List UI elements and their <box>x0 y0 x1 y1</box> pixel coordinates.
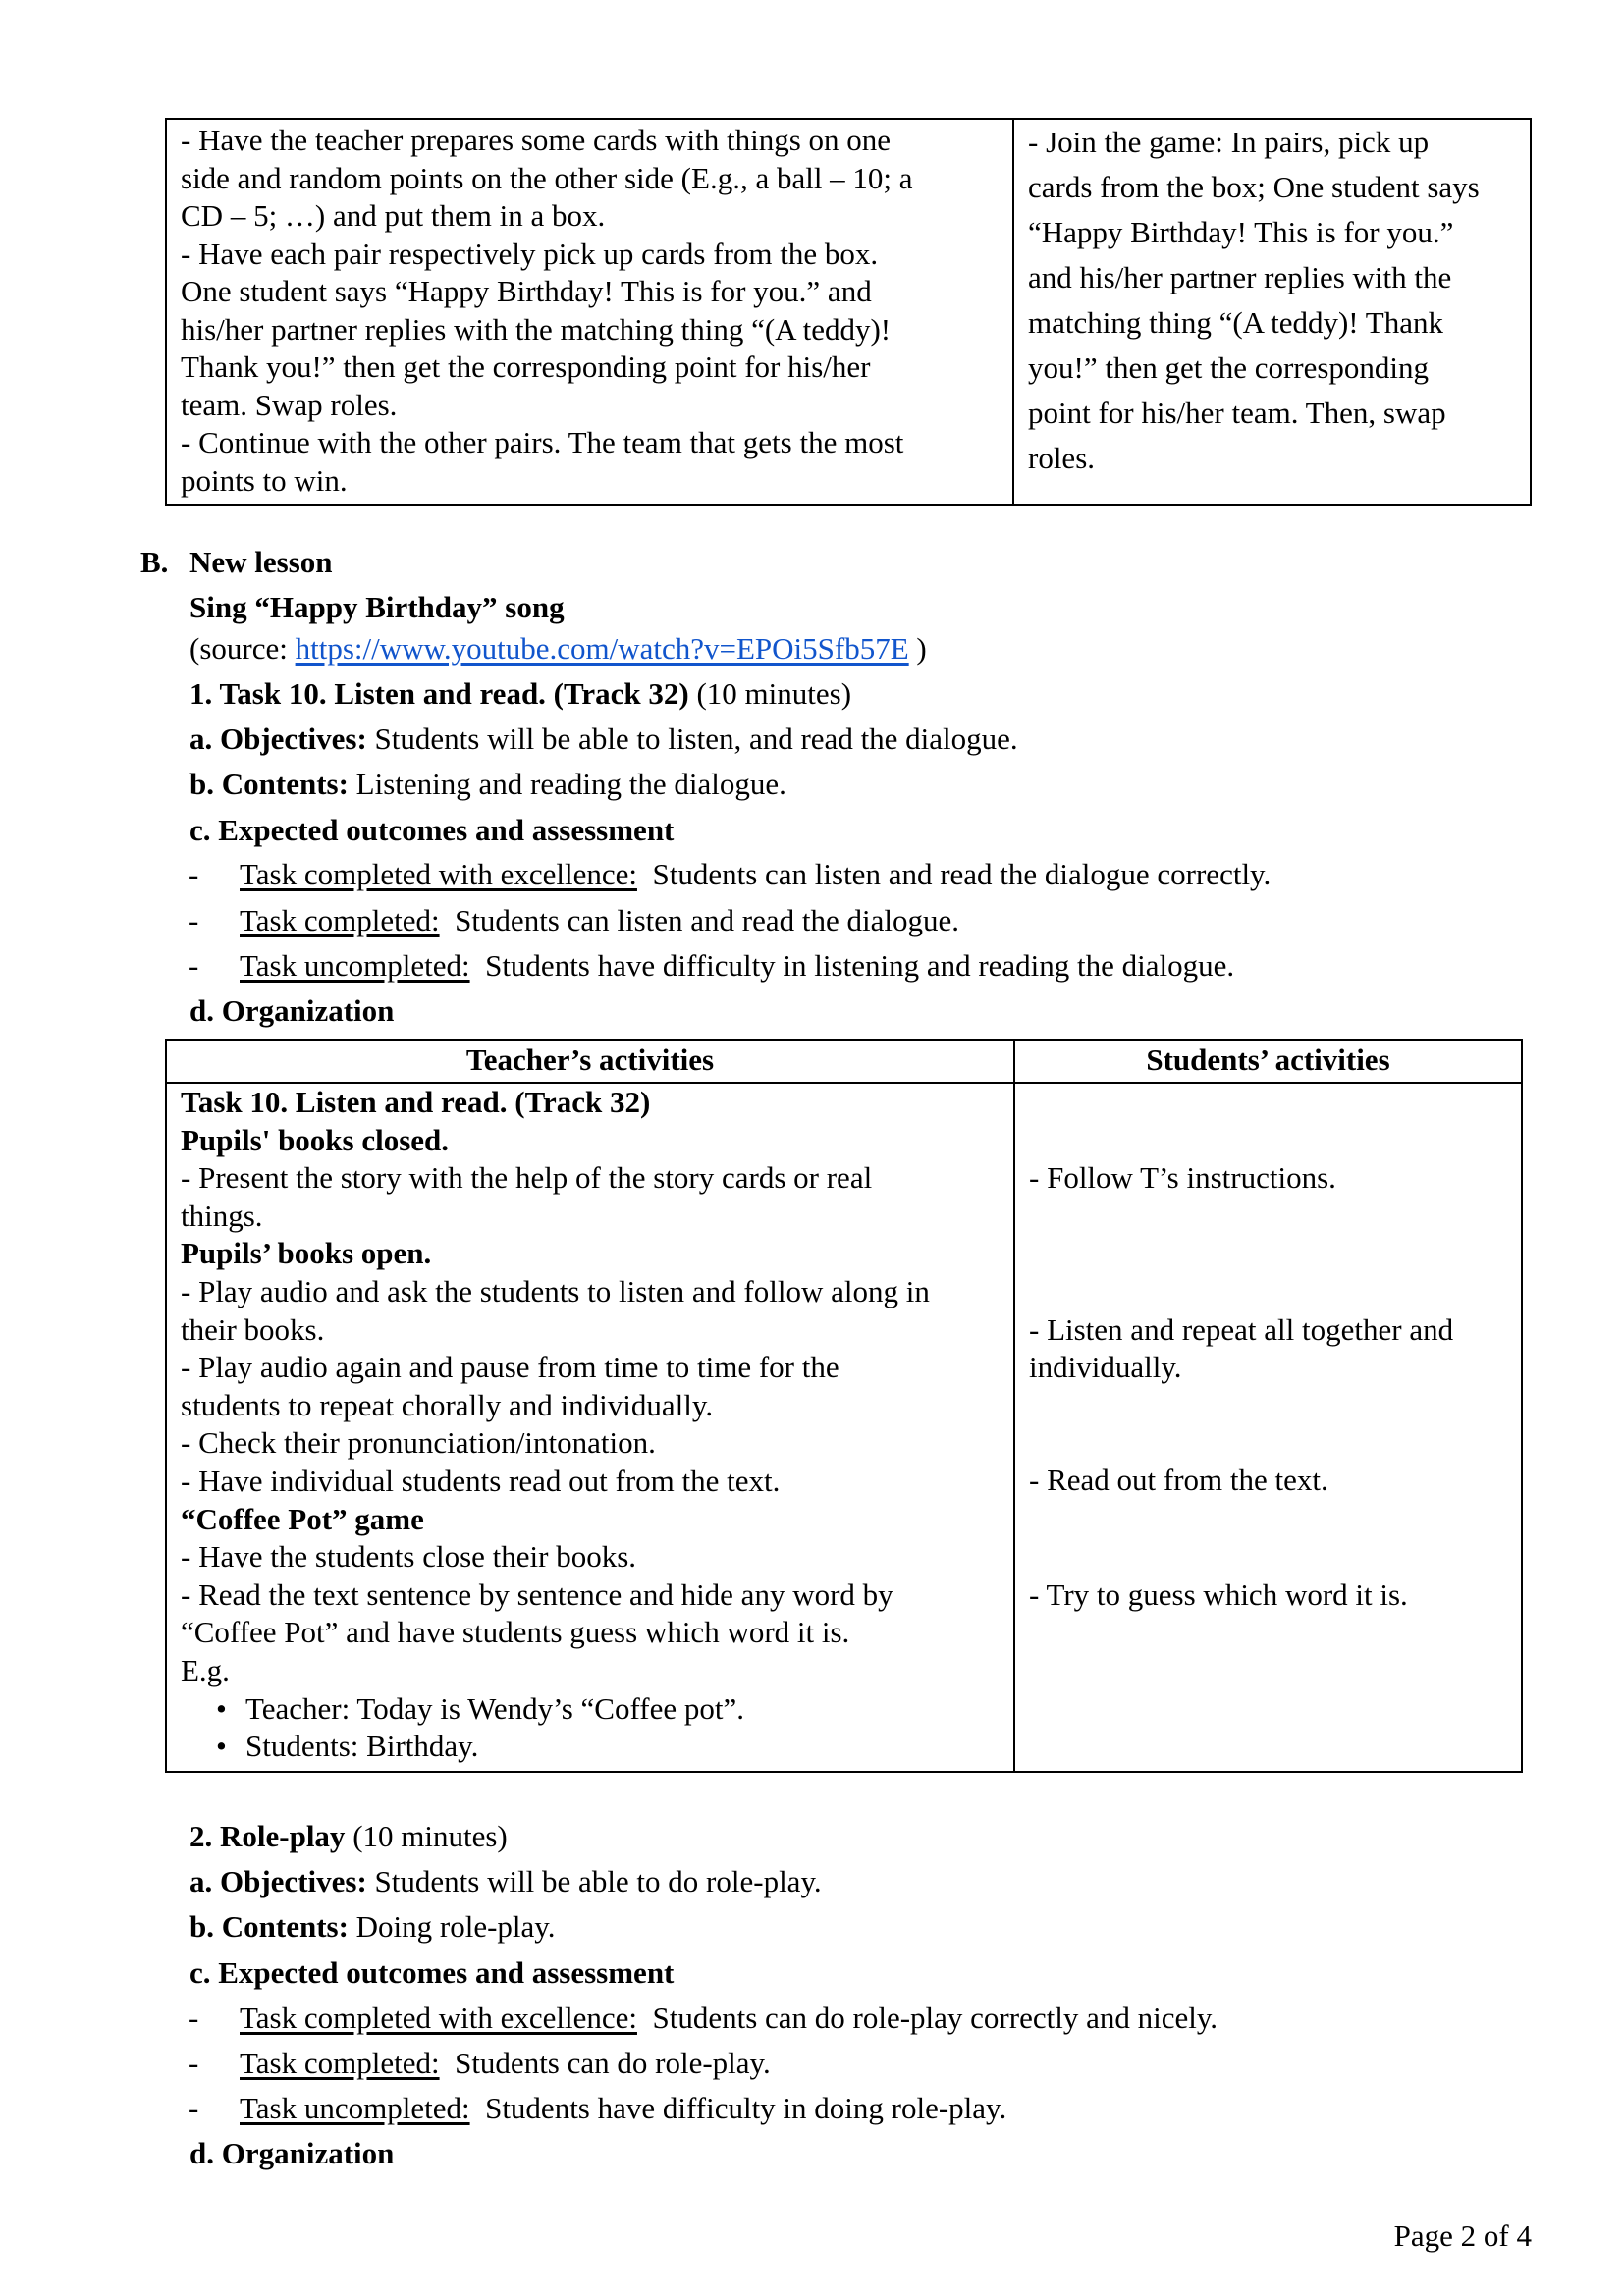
text-line: Task 10. Listen and read. (Track 32) <box>181 1085 651 1119</box>
organization-table <box>165 1039 1523 1773</box>
text-line: roles. <box>1028 441 1096 475</box>
teacher-activities-cell <box>166 1083 1014 1772</box>
outcome-completed <box>240 903 959 938</box>
source-suffix: ) <box>908 631 927 666</box>
outcome-completed <box>240 2046 771 2081</box>
text-line: point for his/her team. Then, swap <box>1028 396 1446 430</box>
outcome-label: Task completed: <box>240 903 440 937</box>
outcome-text: Students can listen and read the dialogue. <box>439 903 960 937</box>
contents-label: b. Contents: <box>189 1909 349 1944</box>
contents-text: Listening and reading the dialogue. <box>348 767 786 801</box>
outcome-text: Students can listen and read the dialogue correctly. <box>636 857 1272 891</box>
page-number: Page 2 of 4 <box>1393 2218 1532 2253</box>
section-letter: B. <box>140 545 169 579</box>
activity-table-continued <box>165 118 1532 506</box>
text-line: - Play audio and ask the students to listen and follow along in <box>181 1273 930 1308</box>
outcome-label: Task completed with excellence: <box>240 2001 637 2035</box>
list-dash: - <box>189 2001 199 2035</box>
task10-heading <box>189 676 851 712</box>
outcome-text: Students can do role-play. <box>439 2046 771 2080</box>
example-bullet: • Teacher: Today is Wendy’s “Coffee pot”. <box>245 1690 1003 1729</box>
text-line: - Have each pair respectively pick up cards from the box. <box>181 236 879 271</box>
list-dash: - <box>189 903 199 937</box>
outcome-text: Students can do role-play correctly and nicely. <box>636 2001 1218 2035</box>
text-line: team. Swap roles. <box>181 387 398 422</box>
text-line: “Coffee Pot” game <box>181 1501 424 1536</box>
song-title: Sing “Happy Birthday” song <box>189 590 565 624</box>
text-line: side and random points on the other side (E.g., a ball – 10; a <box>181 160 913 195</box>
outcome-label: Task uncompleted: <box>240 948 470 983</box>
text-line: - Have individual students read out from the text. <box>181 1463 781 1498</box>
outcome-label: Task completed with excellence: <box>240 857 637 891</box>
student-activity: - Listen and repeat all together and <box>1029 1312 1454 1347</box>
teacher-activities-header: Teacher’s activities <box>166 1040 1014 1083</box>
contents-text: Doing role-play. <box>348 1909 556 1944</box>
contents-label: b. Contents: <box>189 767 349 801</box>
text-line: E.g. <box>181 1652 230 1687</box>
text-line: - Join the game: In pairs, pick up <box>1028 125 1430 159</box>
text-line: their books. <box>181 1311 325 1347</box>
student-activity: - Try to guess which word it is. <box>1029 1577 1408 1612</box>
text-line: One student says “Happy Birthday! This is for you.” and <box>181 274 872 308</box>
outcome-label: Task uncompleted: <box>240 2091 470 2125</box>
task10-duration: (10 minutes) <box>688 676 852 711</box>
student-activity: - Read out from the text. <box>1029 1463 1328 1497</box>
roleplay-contents <box>189 1909 556 1945</box>
text-line: “Happy Birthday! This is for you.” <box>1028 215 1454 249</box>
student-activity: individually. <box>1029 1350 1182 1384</box>
task10-contents <box>189 767 786 802</box>
source-link[interactable]: https://www.youtube.com/watch?v=EPOi5Sfb57E <box>295 631 909 666</box>
text-line: his/her partner replies with the matching thing “(A teddy)! <box>181 311 892 347</box>
text-line: points to win. <box>181 462 348 498</box>
students-activities-cell <box>1013 119 1531 505</box>
text-line: - Have the students close their books. <box>181 1539 637 1575</box>
text-line: students to repeat chorally and individually. <box>181 1387 714 1422</box>
objectives-label: a. Objectives: <box>189 1864 367 1898</box>
objectives-label: a. Objectives: <box>189 721 367 756</box>
text-line: - Continue with the other pairs. The team that gets the most <box>181 425 904 459</box>
list-dash: - <box>189 857 199 891</box>
text-line: Pupils' books closed. <box>181 1122 450 1157</box>
objectives-text: Students will be able to listen, and read the dialogue. <box>366 721 1018 756</box>
outcome-uncompleted <box>240 2091 1006 2126</box>
student-activity: - Follow T’s instructions. <box>1029 1160 1336 1195</box>
roleplay-outcomes-label: c. Expected outcomes and assessment <box>189 1955 675 1990</box>
text-line: - Have the teacher prepares some cards with things on one <box>181 123 892 157</box>
text-line: “Coffee Pot” and have students guess which word it is. <box>181 1615 850 1650</box>
outcome-text: Students have difficulty in doing role-play. <box>469 2091 1007 2125</box>
list-dash: - <box>189 2091 199 2125</box>
outcome-text: Students have difficulty in listening and reading the dialogue. <box>469 948 1235 983</box>
example-bullet: • Students: Birthday. <box>245 1728 1003 1766</box>
roleplay-duration: (10 minutes) <box>345 1819 508 1853</box>
task10-heading-bold: 1. Task 10. Listen and read. (Track 32) <box>189 676 689 711</box>
roleplay-heading-bold: 2. Role-play <box>189 1819 346 1853</box>
section-title: New lesson <box>189 545 333 579</box>
example-list <box>181 1690 1003 1766</box>
outcome-excellence <box>240 2001 1218 2036</box>
teacher-activities-cell <box>166 119 1013 505</box>
source-prefix: (source: <box>189 631 296 666</box>
students-activities-cell <box>1014 1083 1522 1772</box>
roleplay-organization-label: d. Organization <box>189 2136 395 2170</box>
task10-organization-label: d. Organization <box>189 993 395 1028</box>
list-dash: - <box>189 948 199 983</box>
roleplay-objectives <box>189 1864 822 1899</box>
text-line: things. <box>181 1198 263 1233</box>
text-line: Thank you!” then get the corresponding point for his/her <box>181 349 871 384</box>
text-line: - Check their pronunciation/intonation. <box>181 1425 656 1461</box>
outcome-excellence <box>240 857 1271 892</box>
roleplay-heading <box>189 1819 508 1854</box>
text-line: - Read the text sentence by sentence and hide any word by <box>181 1576 893 1612</box>
text-line: CD – 5; …) and put them in a box. <box>181 198 606 233</box>
students-activities-header: Students’ activities <box>1014 1040 1522 1083</box>
text-line: cards from the box; One student says <box>1028 170 1480 204</box>
objectives-text: Students will be able to do role-play. <box>366 1864 822 1898</box>
source-line <box>189 631 927 667</box>
list-dash: - <box>189 2046 199 2080</box>
text-line: - Play audio again and pause from time to time for the <box>181 1350 839 1385</box>
text-line: and his/her partner replies with the <box>1028 260 1452 294</box>
outcome-uncompleted <box>240 948 1234 984</box>
task10-objectives <box>189 721 1018 757</box>
text-line: you!” then get the corresponding <box>1028 350 1430 385</box>
text-line: - Present the story with the help of the story cards or real <box>181 1160 873 1196</box>
text-line: matching thing “(A teddy)! Thank <box>1028 305 1443 340</box>
text-line: Pupils’ books open. <box>181 1236 432 1271</box>
task10-outcomes-label: c. Expected outcomes and assessment <box>189 813 675 847</box>
outcome-label: Task completed: <box>240 2046 440 2080</box>
